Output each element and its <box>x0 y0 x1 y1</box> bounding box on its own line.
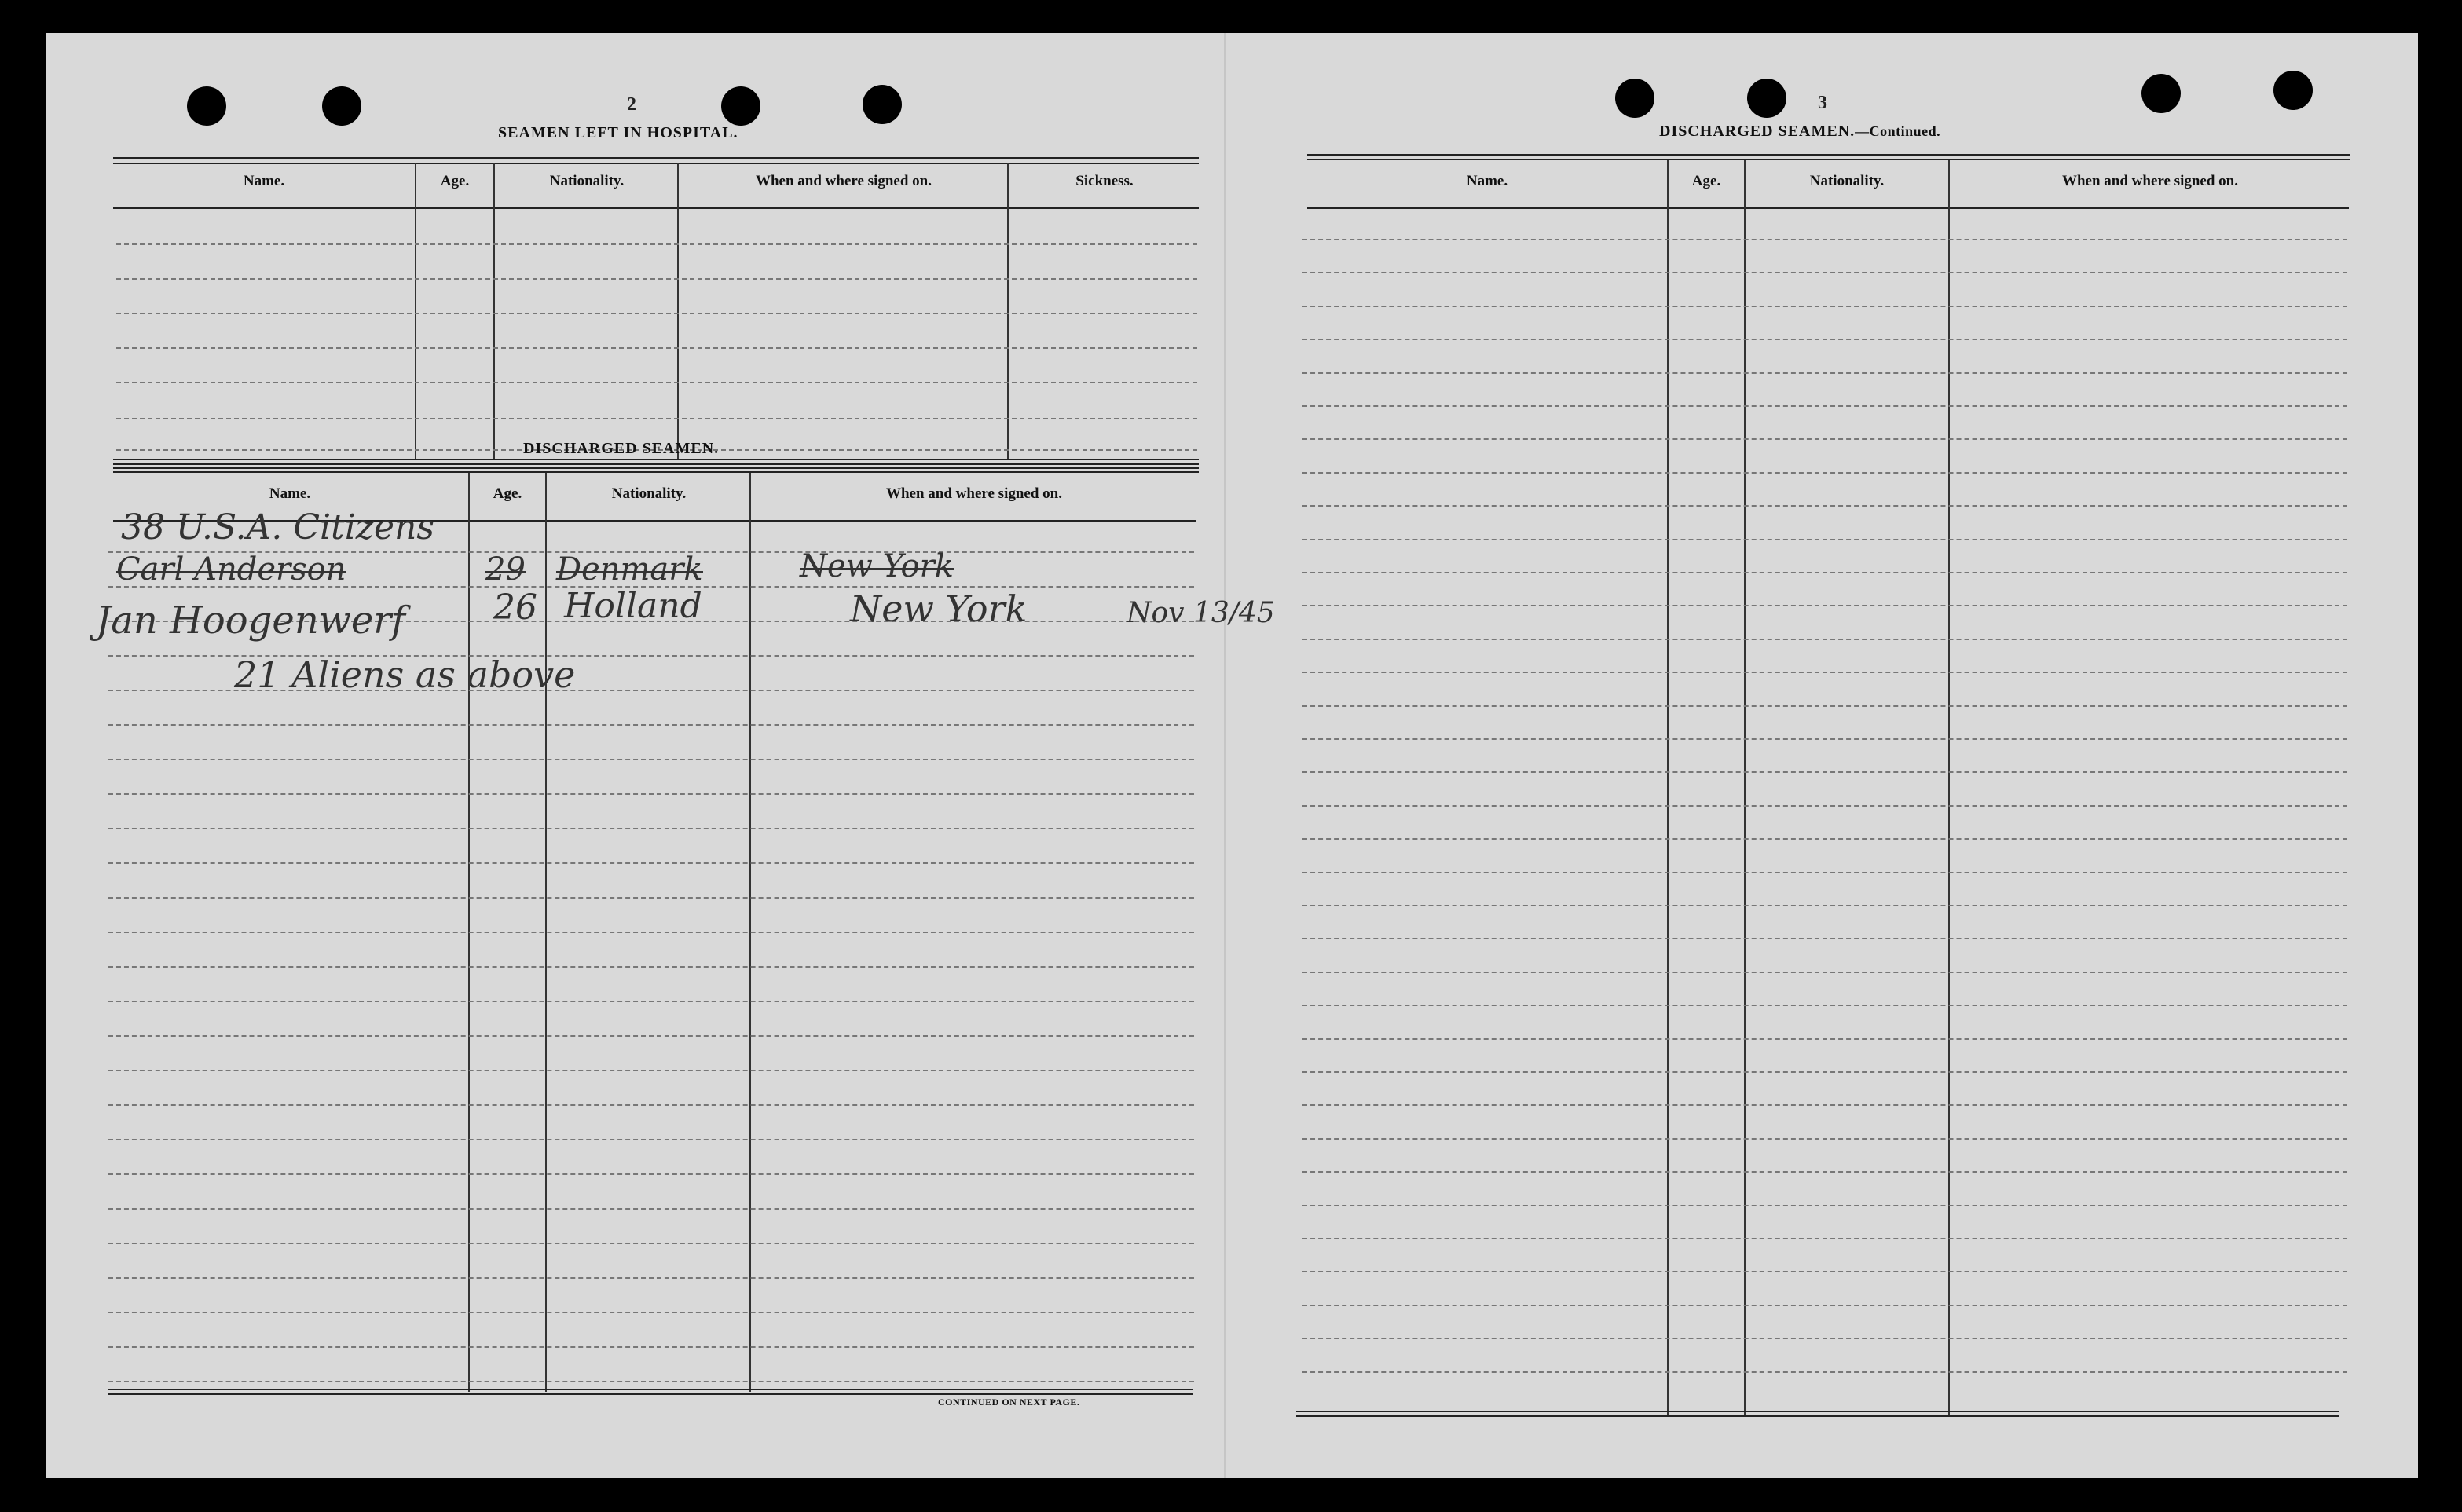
ruled-row-line <box>1302 738 2347 740</box>
discharged-table-bottom-rule <box>108 1389 1193 1390</box>
ruled-row-line <box>1302 1071 2347 1073</box>
right-section-title-suffix: —Continued. <box>1855 123 1941 139</box>
ruled-row-line <box>1302 505 2347 507</box>
handwritten-age-2: 26 <box>493 588 537 628</box>
handwritten-name-1: Carl Anderson <box>116 551 346 588</box>
discharged-col-age: Age. <box>493 485 522 502</box>
punch-hole <box>2141 74 2181 113</box>
punch-hole <box>2273 71 2313 110</box>
ruled-row-line <box>108 1346 1194 1348</box>
handwritten-signed-on-1: New York <box>800 548 954 584</box>
ruled-row-line <box>108 1312 1194 1313</box>
ruled-row-line <box>1302 1338 2347 1339</box>
ruled-row-line <box>108 828 1194 829</box>
punch-hole <box>721 86 760 126</box>
hospital-row-line <box>116 382 1197 383</box>
right-header-rule <box>1307 207 2349 209</box>
ruled-row-line <box>1302 1005 2347 1006</box>
continued-footer: CONTINUED ON NEXT PAGE. <box>938 1397 1080 1408</box>
ruled-row-line <box>1302 938 2347 939</box>
hospital-table-top-rule-2 <box>113 163 1199 164</box>
handwritten-date-2: Nov 13/45 <box>1127 597 1275 629</box>
ruled-row-line <box>1302 872 2347 873</box>
ruled-row-line <box>1302 905 2347 906</box>
right-col-nationality: Nationality. <box>1809 173 1885 189</box>
ruled-row-line <box>1302 605 2347 606</box>
ruled-row-line <box>108 862 1194 864</box>
ruled-row-line <box>108 1277 1194 1279</box>
ruled-row-line <box>108 1035 1194 1037</box>
handwritten-note-bottom: 21 Aliens as above <box>234 653 576 696</box>
ruled-row-line <box>108 759 1194 760</box>
right-section-title <box>1659 123 1940 141</box>
right-col-divider <box>1667 160 1669 1415</box>
ruled-row-line <box>108 1104 1194 1106</box>
ruled-row-line <box>108 966 1194 968</box>
hospital-row-line <box>116 418 1197 419</box>
ruled-row-line <box>1302 838 2347 840</box>
hospital-col-signed-on: When and where signed on. <box>755 173 932 189</box>
ruled-row-line <box>1302 672 2347 673</box>
hospital-table-bottom-rule <box>113 459 1199 460</box>
handwritten-signed-on-2: New York <box>850 588 1028 630</box>
ruled-row-line <box>1302 339 2347 340</box>
discharged-table-top-rule <box>113 467 1199 469</box>
ruled-row-line <box>108 1139 1194 1140</box>
ruled-row-line <box>1302 539 2347 540</box>
right-col-divider <box>1948 160 1950 1415</box>
punch-hole <box>187 86 226 126</box>
discharged-table-bottom-rule-2 <box>108 1393 1193 1395</box>
ruled-row-line <box>1302 1371 2347 1373</box>
hospital-header-rule <box>113 207 1199 209</box>
ruled-row-line <box>1302 1271 2347 1272</box>
right-table-bottom-rule <box>1296 1411 2339 1412</box>
ruled-row-line <box>1302 438 2347 440</box>
handwritten-nationality-1: Denmark <box>556 551 703 588</box>
hospital-row-line <box>116 243 1197 245</box>
hospital-row-line <box>116 347 1197 349</box>
page-fold <box>1224 33 1226 1478</box>
right-table-top-rule-2 <box>1307 159 2350 160</box>
ruled-row-line <box>1302 1238 2347 1239</box>
hospital-col-divider <box>493 163 495 459</box>
page-number-right: 3 <box>1818 93 1827 113</box>
ruled-row-line <box>108 932 1194 933</box>
discharged-section-title: DISCHARGED SEAMEN. <box>523 440 720 457</box>
punch-hole <box>1747 79 1786 118</box>
page-number-left: 2 <box>627 94 636 115</box>
ruled-row-line <box>1302 805 2347 807</box>
ruled-row-line <box>1302 306 2347 307</box>
hospital-row-line <box>116 278 1197 280</box>
punch-hole <box>863 85 902 124</box>
right-col-age: Age. <box>1691 173 1721 189</box>
hospital-table-top-rule <box>113 157 1199 159</box>
ruled-row-line <box>1302 572 2347 573</box>
hospital-col-divider <box>1007 163 1009 459</box>
hospital-col-sickness: Sickness. <box>1075 173 1134 189</box>
handwritten-age-1: 29 <box>485 551 526 588</box>
ruled-row-line <box>1302 639 2347 640</box>
hospital-col-name: Name. <box>243 173 285 189</box>
ruled-row-line <box>1302 1171 2347 1173</box>
punch-hole <box>322 86 361 126</box>
ruled-row-line <box>108 1208 1194 1210</box>
ruled-row-line <box>1302 1038 2347 1040</box>
hospital-table-bottom-rule-2 <box>113 463 1199 465</box>
handwritten-name-2: Jan Hoogenwerf <box>96 599 405 643</box>
ruled-row-line <box>1302 1138 2347 1140</box>
ruled-row-line <box>1302 405 2347 407</box>
ruled-row-line <box>1302 705 2347 707</box>
ruled-row-line <box>108 1001 1194 1002</box>
discharged-col-name: Name. <box>269 485 311 502</box>
right-section-title-main: DISCHARGED SEAMEN. <box>1659 123 1856 140</box>
hospital-col-age: Age. <box>440 173 470 189</box>
handwritten-nationality-2: Holland <box>564 586 702 626</box>
ruled-row-line <box>108 793 1194 795</box>
ruled-row-line <box>1302 1305 2347 1306</box>
hospital-row-line <box>116 313 1197 314</box>
right-col-divider <box>1744 160 1746 1415</box>
discharged-col-nationality: Nationality. <box>611 485 687 502</box>
ruled-row-line <box>1302 1205 2347 1206</box>
right-col-signed-on: When and where signed on. <box>2061 173 2238 189</box>
discharged-col-signed-on: When and where signed on. <box>885 485 1062 502</box>
ruled-row-line <box>1302 1104 2347 1106</box>
ruled-row-line <box>108 724 1194 726</box>
punch-hole <box>1615 79 1654 118</box>
ruled-row-line <box>1302 372 2347 374</box>
handwritten-note-top: 38 U.S.A. Citizens <box>121 507 434 547</box>
ruled-row-line <box>1302 272 2347 273</box>
ruled-row-line <box>1302 771 2347 773</box>
hospital-col-nationality: Nationality. <box>549 173 625 189</box>
ruled-row-line <box>1302 239 2347 240</box>
right-table-top-rule <box>1307 154 2350 156</box>
ruled-row-line <box>108 1381 1194 1382</box>
ruled-row-line <box>108 1173 1194 1175</box>
discharged-table-top-rule-2 <box>113 471 1199 473</box>
ruled-row-line <box>1302 472 2347 474</box>
hospital-section-title: SEAMEN LEFT IN HOSPITAL. <box>498 124 738 141</box>
hospital-col-divider <box>677 163 679 459</box>
ruled-row-line <box>108 1070 1194 1071</box>
ruled-row-line <box>108 897 1194 899</box>
hospital-col-divider <box>415 163 416 459</box>
right-col-name: Name. <box>1466 173 1508 189</box>
document-sheet <box>46 33 2418 1478</box>
ruled-row-line <box>1302 972 2347 973</box>
right-table-bottom-rule-2 <box>1296 1415 2339 1417</box>
ruled-row-line <box>108 1243 1194 1244</box>
